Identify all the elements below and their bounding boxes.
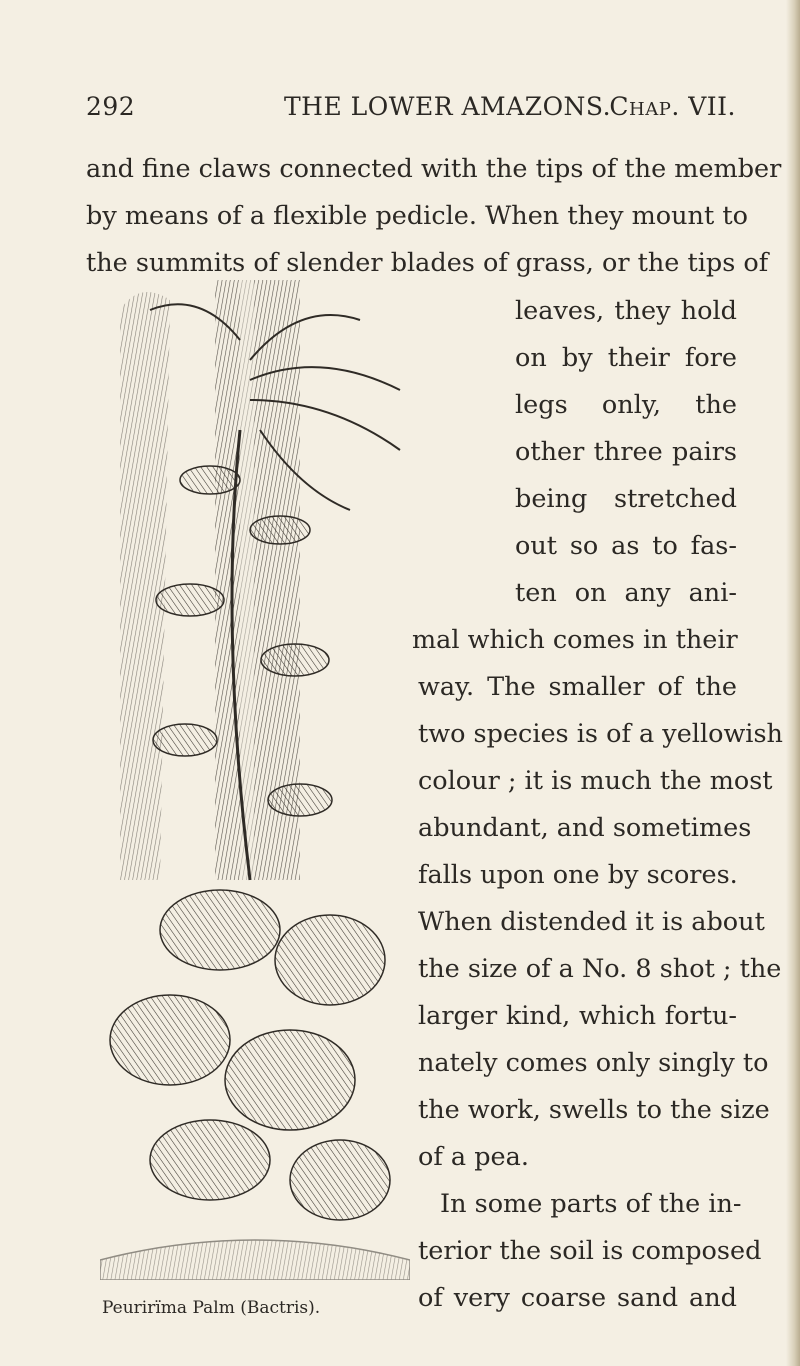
tree-trunk <box>120 280 300 880</box>
text-line: ten on any ani- <box>515 578 737 608</box>
text-line: by means of a flexible pedicle. When they mount to <box>86 201 748 231</box>
text-line: the work, swells to the size <box>418 1095 770 1125</box>
running-title: THE LOWER AMAZONS. <box>284 92 612 121</box>
text-line: out so as to fas- <box>515 531 737 561</box>
text-line: of very coarse sand and <box>418 1283 737 1313</box>
text-line: the size of a No. 8 shot ; the <box>418 954 782 984</box>
palm-illustration <box>100 280 410 1280</box>
text-line: on by their fore <box>515 343 737 373</box>
text-line: terior the soil is composed <box>418 1236 762 1266</box>
text-line: other three pairs <box>515 437 737 467</box>
text-line: and fine claws connected with the tips of the member <box>86 154 782 184</box>
text-line: the summits of slender blades of grass, or the tips of <box>86 248 769 278</box>
text-line: leaves, they hold <box>515 296 737 326</box>
text-line: way. The smaller of the <box>418 672 737 702</box>
running-header <box>86 92 736 132</box>
text-line: legs only, the <box>515 390 737 420</box>
text-line: larger kind, which fortu- <box>418 1001 737 1031</box>
text-line: abundant, and sometimes <box>418 813 752 843</box>
text-line: two species is of a yellowish <box>418 719 783 749</box>
text-line: being stretched <box>515 484 737 514</box>
text-line: In some parts of the in- <box>440 1189 742 1219</box>
undergrowth-leaves <box>100 890 410 1280</box>
text-line: nately comes only singly to <box>418 1048 769 1078</box>
figure-caption: Peurirïma Palm (Bactris). <box>102 1298 321 1318</box>
text-line: colour ; it is much the most <box>418 766 773 796</box>
text-line: When distended it is about <box>418 907 765 937</box>
text-line: falls upon one by scores. <box>418 860 738 890</box>
page-number: 292 <box>86 92 136 121</box>
text-line: of a pea. <box>418 1142 529 1172</box>
chapter-label: Chap. VII. <box>609 92 736 121</box>
text-line: mal which comes in their <box>412 625 738 655</box>
page-edge-shadow <box>786 0 800 1366</box>
